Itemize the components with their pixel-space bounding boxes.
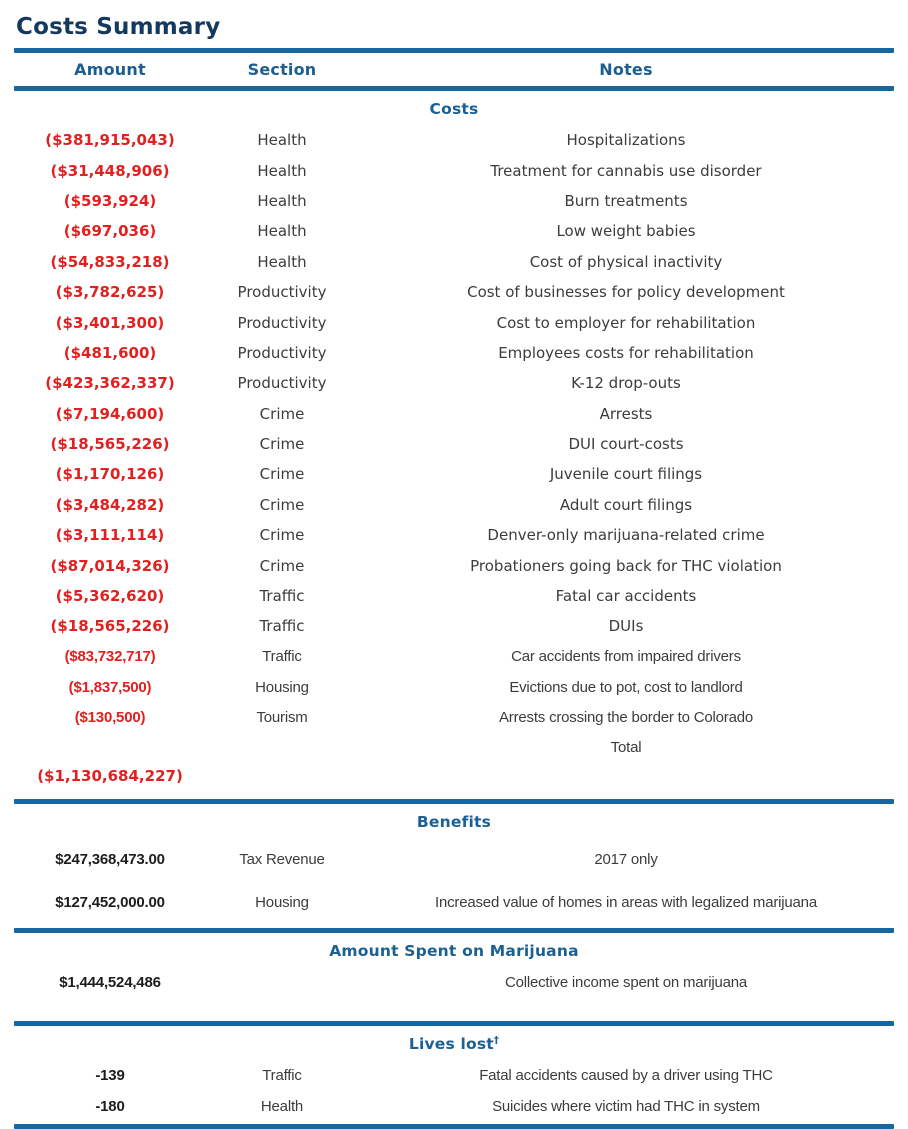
amount-cell: ($83,732,717)	[64, 648, 156, 666]
section-cell: Health	[257, 191, 307, 210]
section-cell: Housing	[255, 678, 309, 696]
amount-cell: ($423,362,337)	[45, 374, 175, 393]
section-cell: Health	[257, 161, 307, 180]
section-cell: Traffic	[262, 648, 302, 666]
table-row	[14, 399, 894, 429]
note-cell: Car accidents from impaired drivers	[511, 648, 741, 666]
amount-cell: ($697,036)	[63, 222, 157, 241]
note-cell: Cost of physical inactivity	[529, 252, 723, 271]
amount-cell: $247,368,473.00	[55, 850, 165, 868]
table-row	[14, 307, 894, 337]
section-cell: Productivity	[237, 343, 327, 362]
amount-cell: ($7,194,600)	[55, 404, 165, 423]
note-cell: Arrests crossing the border to Colorado	[499, 709, 753, 727]
note-cell: Fatal car accidents	[555, 587, 697, 606]
section-benefits	[14, 804, 894, 928]
amount-cell: ($3,401,300)	[55, 313, 165, 332]
amount-cell: ($18,565,226)	[50, 617, 170, 636]
section-header: Amount Spent on Marijuana	[329, 941, 579, 960]
note-cell: Denver-only marijuana-related crime	[487, 526, 765, 545]
section-cell: Health	[257, 252, 307, 271]
column-header-section: Section	[247, 60, 317, 79]
note-cell: Juvenile court filings	[549, 465, 703, 484]
section-cell: Health	[257, 222, 307, 241]
note-cell: K-12 drop-outs	[571, 374, 681, 393]
section-cell: Productivity	[237, 283, 327, 302]
note-cell: Arrests	[599, 404, 653, 423]
table-row	[14, 277, 894, 307]
section-cell: Crime	[259, 556, 305, 575]
total-label-row	[14, 733, 894, 763]
amount-cell: ($5,362,620)	[55, 587, 165, 606]
note-cell: Cost of businesses for policy development	[467, 283, 785, 302]
note-cell: Cost to employer for rehabilitation	[496, 313, 756, 332]
table-row	[14, 490, 894, 520]
section-header: Costs	[429, 100, 479, 118]
section-cell: Productivity	[237, 313, 327, 332]
section-cell: Productivity	[237, 374, 327, 393]
section-cell: Health	[257, 131, 307, 150]
amount-cell: ($18,565,226)	[50, 435, 170, 454]
table-row	[14, 125, 894, 155]
table-row	[14, 216, 894, 246]
note-cell: Evictions due to pot, cost to landlord	[509, 678, 743, 696]
table-row	[14, 1091, 894, 1122]
note-cell: DUIs	[608, 617, 644, 636]
amount-cell: -139	[95, 1066, 125, 1084]
amount-cell: $127,452,000.00	[55, 893, 165, 911]
note-cell: Low weight babies	[556, 222, 696, 241]
section-cell: Crime	[259, 526, 305, 545]
amount-cell: ($31,448,906)	[50, 161, 170, 180]
total-label: Total	[610, 739, 642, 757]
amount-cell: ($3,484,282)	[55, 495, 165, 514]
note-cell: Burn treatments	[564, 191, 688, 210]
amount-cell: ($1,170,126)	[55, 465, 165, 484]
column-header-row	[14, 53, 894, 86]
note-cell: Employees costs for rehabilitation	[498, 343, 754, 362]
column-header-notes: Notes	[599, 60, 653, 79]
note-cell: Probationers going back for THC violation	[470, 556, 782, 575]
section-lives	[14, 1026, 894, 1124]
table-row	[14, 581, 894, 611]
table-row	[14, 611, 894, 641]
amount-cell: ($381,915,043)	[45, 131, 175, 150]
table-row	[14, 1060, 894, 1091]
table-row	[14, 642, 894, 672]
section-header: Lives lost†	[408, 1034, 500, 1053]
note-cell: Suicides where victim had THC in system	[492, 1097, 760, 1115]
table-row	[14, 672, 894, 702]
note-cell: Fatal accidents caused by a driver using THC	[479, 1066, 773, 1084]
amount-cell: ($1,837,500)	[68, 678, 152, 696]
note-cell: Adult court filings	[559, 495, 693, 514]
section-cell: Crime	[259, 465, 305, 484]
dagger-superscript: †	[493, 1034, 500, 1046]
total-amount: ($1,130,684,227)	[37, 766, 183, 785]
table-row	[14, 702, 894, 732]
section-cell: Traffic	[262, 1066, 302, 1084]
note-cell: Hospitalizations	[566, 131, 686, 150]
amount-cell: -180	[95, 1097, 125, 1115]
note-cell: Increased value of homes in areas with legalized marijuana	[435, 893, 817, 911]
table-row	[14, 967, 894, 999]
amount-cell: ($481,600)	[63, 343, 157, 362]
table-row	[14, 550, 894, 580]
section-spent	[14, 933, 894, 1021]
table-row	[14, 881, 894, 924]
table-row	[14, 247, 894, 277]
table-row	[14, 429, 894, 459]
section-cell: Health	[260, 1097, 304, 1115]
amount-cell: $1,444,524,486	[59, 974, 161, 992]
note-cell: 2017 only	[594, 850, 658, 868]
table-row	[14, 459, 894, 489]
note-cell: Collective income spent on marijuana	[504, 974, 748, 992]
table-row	[14, 520, 894, 550]
total-amount-row	[14, 763, 894, 789]
table-row	[14, 368, 894, 398]
amount-cell: ($593,924)	[63, 191, 157, 210]
column-header-amount: Amount	[74, 60, 146, 79]
section-cell: Crime	[259, 404, 305, 423]
section-header: Benefits	[416, 812, 492, 831]
table-row	[14, 155, 894, 185]
section-cell: Tourism	[256, 709, 308, 727]
table-row	[14, 186, 894, 216]
amount-cell: ($54,833,218)	[50, 252, 170, 271]
section-cell: Housing	[255, 893, 309, 911]
section-cell: Traffic	[259, 617, 305, 636]
table-body	[14, 91, 894, 1129]
section-costs	[14, 91, 894, 789]
note-cell: DUI court-costs	[568, 435, 684, 454]
amount-cell: ($3,111,114)	[55, 526, 165, 545]
amount-cell: ($3,782,625)	[55, 283, 165, 302]
note-cell: Treatment for cannabis use disorder	[490, 161, 762, 180]
table-row	[14, 838, 894, 881]
section-cell: Crime	[259, 495, 305, 514]
table-row	[14, 338, 894, 368]
section-cell: Tax Revenue	[239, 850, 325, 868]
amount-cell: ($130,500)	[74, 709, 146, 727]
section-cell: Crime	[259, 435, 305, 454]
amount-cell: ($87,014,326)	[50, 556, 170, 575]
section-cell: Traffic	[259, 587, 305, 606]
page-title: Costs Summary	[16, 14, 221, 40]
